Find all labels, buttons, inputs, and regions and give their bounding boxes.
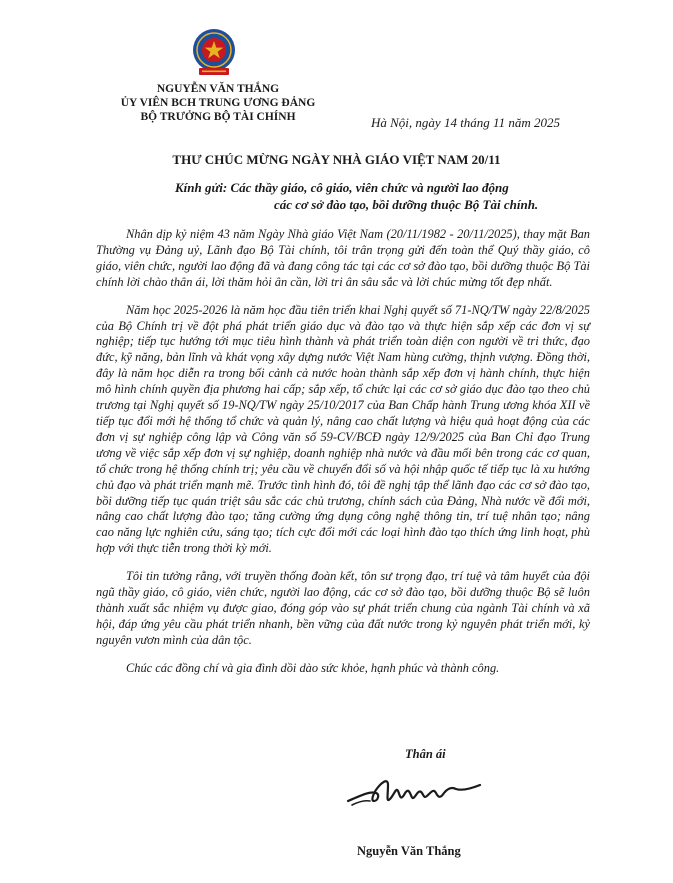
recipient-line-1: Các thầy giáo, cô giáo, viên chức và người lao động: [230, 180, 509, 195]
body-paragraph-3: Tôi tin tưởng rằng, với truyền thống đoàn kết, tôn sư trọng đạo, trí tuệ và tâm huyết của đội ngũ thầy giáo, cô giáo, viên chức, người lao động, các cơ sở đào tạo, bồi dưỡng thuộc Bộ sẽ luôn thành xuất sắc nhiệm vụ được giao, đóng góp vào sự phát triển chung của ngành Tài chính và xã hội, đáp ứng yêu cầu phát triển nhanh, bền vững của đất nước trong kỷ nguyên phát triển mới, kỷ nguyên vươn mình của dân tộc.: [96, 569, 590, 647]
recipient-label: Kính gửi:: [175, 180, 228, 195]
letter-body: [96, 227, 590, 689]
recipient-line-2: các cơ sở đào tạo, bồi dưỡng thuộc Bộ Tài chính.: [274, 197, 539, 212]
sender-title-minister: BỘ TRƯỞNG BỘ TÀI CHÍNH: [140, 111, 296, 123]
body-paragraph-1: Nhân dịp kỷ niệm 43 năm Ngày Nhà giáo Việt Nam (20/11/1982 - 20/11/2025), thay mặt Ban Thường vụ Đảng uỷ, Lãnh đạo Bộ Tài chính, tôi trân trọng gửi đến toàn thể Quý thầy giáo, cô giáo, viên chức, người lao động đã và đang công tác tại các cơ sở đào tạo, bồi dưỡng thuộc Bộ Tài chính lời chào thân ái, lời thăm hỏi ân cần, lời tri ân sâu sắc và lời chúc mừng tốt đẹp nhất.: [96, 227, 590, 289]
closing-salutation: Thân ái: [405, 747, 446, 761]
date-line: Hà Nội, ngày 14 tháng 11 năm 2025: [371, 115, 560, 130]
recipient-block: [175, 179, 575, 213]
body-paragraph-2: Năm học 2025-2026 là năm học đầu tiên triển khai Nghị quyết số 71-NQ/TW ngày 22/8/2025 của Bộ Chính trị về đột phá phát triển giáo dục và đào tạo và thực hiện sắp xếp các đơn vị sự nghiệp; tiếp tục hướng tới mục tiêu hình thành và phát triển toàn diện con người về tri thức, đạo đức, kỹ năng, bản lĩnh và khát vọng xây dựng nước Việt Nam hùng cường, thịnh vượng. Đồng thời, đây là năm học diễn ra trong bối cảnh cả nước hoàn thành sắp xếp đơn vị hành chính, thực hiện mô hình chính quyền địa phương hai cấp; sắp xếp, tổ chức lại các cơ sở giáo dục đào tạo theo chủ trương tại Nghị quyết số 19-NQ/TW ngày 25/10/2017 của Ban Chấp hành Trung ương khóa XII về tiếp tục đổi mới hệ thống tổ chức và quản lý, nâng cao chất lượng và hiệu quả hoạt động của các đơn vị sự nghiệp công lập và Công văn số 59-CV/BCĐ ngày 12/9/2025 của Ban Chỉ đạo Trung ương về việc sắp xếp đơn vị sự nghiệp, doanh nghiệp nhà nước và đầu mối bên trong các cơ quan, tổ chức trong hệ thống chính trị; yêu cầu về chuyển đổi số và hội nhập quốc tế tiếp tục là xu hướng chủ đạo và phát triển mạnh mẽ. Trước tình hình đó, tôi đề nghị tập thể lãnh đạo các cơ sở đào tạo, bồi dưỡng tiếp tục quán triệt sâu sắc các chủ trương, chính sách của Đảng, Nhà nước về đổi mới, nâng cao chất lượng đào tạo; tăng cường ứng dụng công nghệ thông tin, trí tuệ nhân tạo; nâng cao năng lực nghiên cứu, sáng tạo; tích cực đổi mới các loại hình đào tạo thích ứng linh hoạt, phù hợp với thực tiễn trong thời kỳ mới.: [96, 302, 590, 556]
body-paragraph-4: Chúc các đồng chí và gia đình dồi dào sức khỏe, hạnh phúc và thành công.: [126, 660, 500, 675]
ministry-emblem-icon: [188, 27, 240, 77]
sender-block: [118, 82, 318, 124]
sender-title-party: ỦY VIÊN BCH TRUNG ƯƠNG ĐẢNG: [120, 97, 316, 109]
signer-name: Nguyễn Văn Thắng: [357, 844, 461, 858]
sender-name: NGUYỄN VĂN THẮNG: [156, 83, 280, 95]
letter-title: THƯ CHÚC MỪNG NGÀY NHÀ GIÁO VIỆT NAM 20/11: [172, 152, 501, 167]
handwritten-signature: [340, 755, 510, 825]
